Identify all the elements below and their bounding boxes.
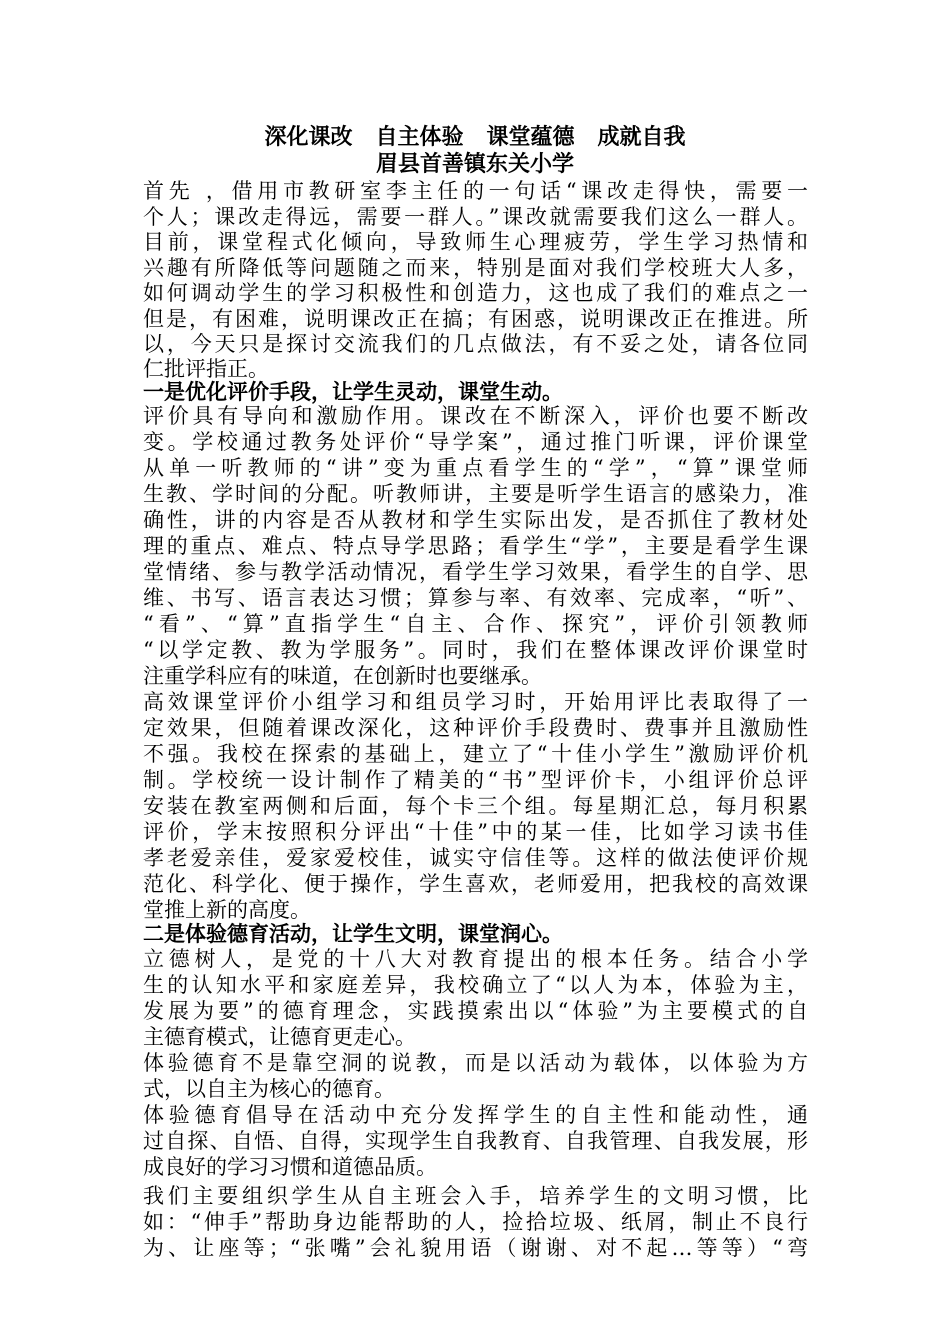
section-heading: 二是体验德育活动，让学生文明，课堂润心。 <box>143 921 563 946</box>
body-line: 发展为要”的德育理念，实践摸索出以“体验”为主要模式的自 <box>143 999 808 1023</box>
body-line: 兴趣有所降低等问题随之而来，特别是面对我们学校班大人多， <box>143 256 808 280</box>
body-line: 首先 ，借用市教研室李主任的一句话“课改走得快，需要一 <box>143 179 808 203</box>
body-line: 评价具有导向和激励作用。课改在不断深入，评价也要不断改 <box>143 404 808 428</box>
body-line: 安装在教室两侧和后面，每个卡三个组。每星期汇总，每月积累 <box>143 794 808 818</box>
body-line: “以学定教、教为学服务”。同时，我们在整体课改评价课堂时 <box>143 638 808 662</box>
body-line: 堂情绪、参与教学活动情况，看学生学习效果，看学生的自学、思 <box>143 560 808 584</box>
document-subtitle: 眉县首善镇东关小学 <box>375 151 574 177</box>
document-title: 深化课改 自主体验 课堂蕴德 成就自我 <box>264 124 686 150</box>
body-line: 不强。我校在探索的基础上，建立了“十佳小学生”激励评价机 <box>143 742 808 766</box>
body-line: 评价，学末按照积分评出“十佳”中的某一佳，比如学习读书佳 <box>143 820 808 844</box>
body-line: 但是，有困难，说明课改正在搞；有困惑，说明课改正在推进。所 <box>143 307 808 331</box>
body-line: 立德树人，是党的十八大对教育提出的根本任务。结合小学 <box>143 947 808 971</box>
body-line: 目前，课堂程式化倾向，导致师生心理疲劳，学生学习热情和 <box>143 230 808 254</box>
body-line: 成良好的学习习惯和道德品质。 <box>143 1155 437 1179</box>
body-line: 制。学校统一设计制作了精美的“书”型评价卡，小组评价总评 <box>143 768 808 792</box>
body-line: 体验德育倡导在活动中充分发挥学生的自主性和能动性，通 <box>143 1103 808 1127</box>
body-line: 过自探、自悟、自得，实现学生自我教育、自我管理、自我发展，形 <box>143 1129 808 1153</box>
body-line: 仁批评指正。 <box>143 357 269 381</box>
body-line: 注重学科应有的味道，在创新时也要继承。 <box>143 664 542 688</box>
body-line: 式，以自主为核心的德育。 <box>143 1077 395 1101</box>
body-line: 如何调动学生的学习积极性和创造力，这也成了我们的难点之一 <box>143 281 808 305</box>
body-line: 理的重点、难点、特点导学思路；看学生“学”，主要是看学生课 <box>143 534 808 558</box>
section-heading: 一是优化评价手段，让学生灵动，课堂生动。 <box>143 379 563 404</box>
body-line: 体验德育不是靠空洞的说教，而是以活动为载体，以体验为方 <box>143 1051 808 1075</box>
body-line: “看”、“算”直指学生“自主、合作、探究”，评价引领教师 <box>143 612 808 636</box>
body-line: 个人；课改走得远，需要一群人。”课改就需要我们这么一群人。 <box>143 205 808 229</box>
body-line: 堂推上新的高度。 <box>143 898 311 922</box>
body-line: 变。学校通过教务处评价“导学案”，通过推门听课，评价课堂 <box>143 430 808 454</box>
body-line: 以，今天只是探讨交流我们的几点做法，有不妥之处，请各位同 <box>143 332 808 356</box>
body-line: 主德育模式，让德育更走心。 <box>143 1025 416 1049</box>
body-line: 我们主要组织学生从自主班会入手，培养学生的文明习惯，比 <box>143 1184 808 1208</box>
body-line: 高效课堂评价小组学习和组员学习时，开始用评比表取得了一 <box>143 690 808 714</box>
body-line: 如：“伸手”帮助身边能帮助的人，捡拾垃圾、纸屑，制止不良行 <box>143 1210 808 1234</box>
body-line: 生的认知水平和家庭差异，我校确立了“以人为本，体验为主， <box>143 973 808 997</box>
body-line: 生教、学时间的分配。听教师讲，主要是听学生语言的感染力，准 <box>143 482 808 506</box>
body-line: 维、书写、语言表达习惯；算参与率、有效率、完成率，“听”、 <box>143 586 808 610</box>
body-line: 确性，讲的内容是否从教材和学生实际出发，是否抓住了教材处 <box>143 508 808 532</box>
body-line: 从单一听教师的“讲”变为重点看学生的“学”，“算”课堂师 <box>143 456 808 480</box>
body-line: 孝老爱亲佳，爱家爱校佳，诚实守信佳等。这样的做法使评价规 <box>143 846 808 870</box>
body-line: 定效果，但随着课改深化，这种评价手段费时、费事并且激励性 <box>143 716 808 740</box>
body-line: 范化、科学化、便于操作，学生喜欢，老师爱用，把我校的高效课 <box>143 872 808 896</box>
body-line: 为、让座等；“张嘴”会礼貌用语（谢谢、对不起…等等）“弯 <box>143 1236 808 1260</box>
